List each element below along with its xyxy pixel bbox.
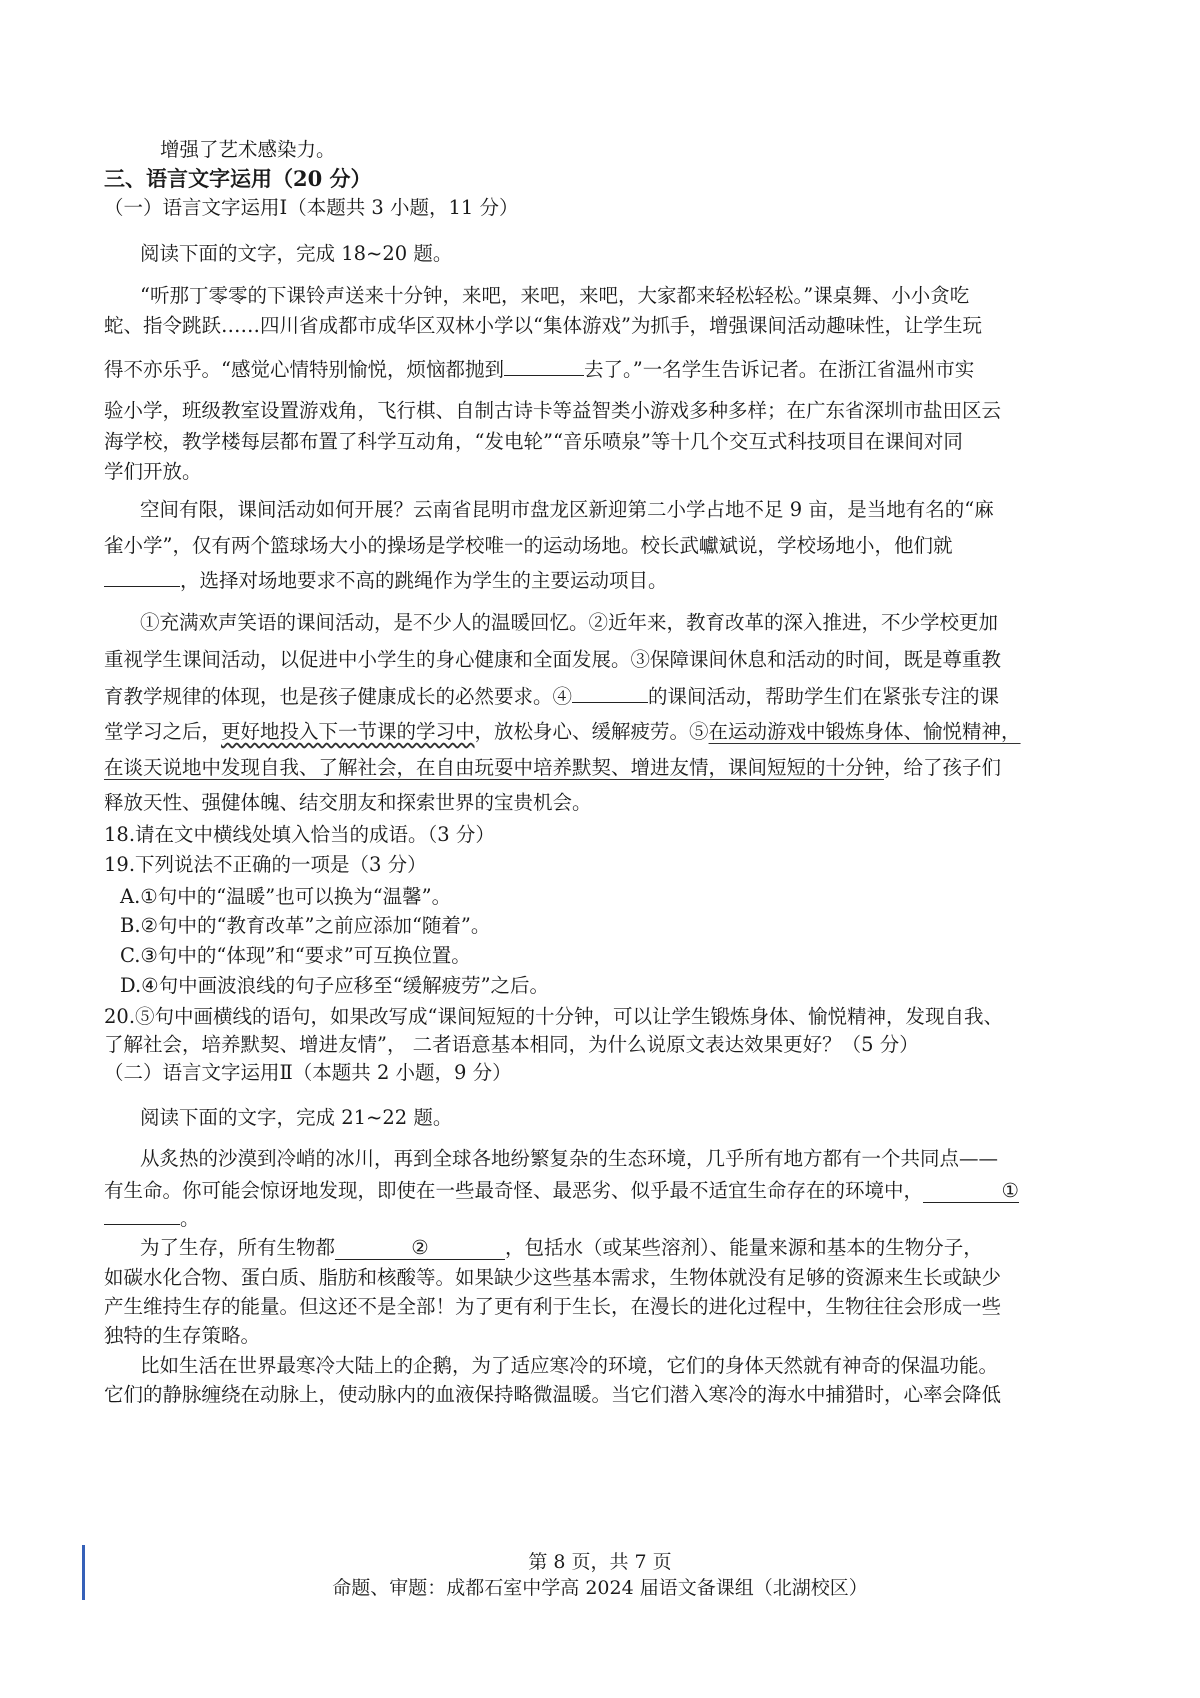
- p2-line: 雀小学”，仅有两个篮球场大小的操场是学校唯一的运动场地。校长武巘斌说，学校场地小，他们就: [104, 534, 953, 557]
- p4-line: [104, 1206, 200, 1232]
- page-number: 第 8 页，共 7 页: [528, 1551, 672, 1573]
- p3-line: [104, 684, 999, 710]
- wavy-underlined-text: 更好地投入下一节课的学习中: [221, 720, 475, 743]
- p5-line: 产生维持生存的能量。但这还不是全部！为了更有利于生长，在漫长的进化过程中，生物往往会形成一些: [104, 1295, 1002, 1318]
- p2-line: 空间有限，课间活动如何开展？云南省昆明市盘龙区新迎第二小学占地不足 9 亩，是当地有名的“麻: [140, 498, 994, 521]
- underlined-text: 在谈天说地中发现自我、了解社会，在自由玩耍中培养默契、增进友情，课间短短的十分钟: [104, 756, 885, 779]
- p5-line: [140, 1235, 983, 1261]
- fill-blank: [572, 701, 648, 703]
- option-c: C.③句中的“体现”和“要求”可互换位置。: [120, 944, 471, 967]
- question-20-line: 20.⑤句中画横线的语句，如果改写成“课间短短的十分钟，可以让学生锻炼身体、愉悦精神，发现自我、: [104, 1005, 1003, 1028]
- p4-line: [104, 1178, 1019, 1204]
- part1-title: （一）语言文字运用Ⅰ（本题共 3 小题，11 分）: [104, 196, 519, 219]
- p3-line: 重视学生课间活动，以促进中小学生的身心健康和全面发展。③保障课间休息和活动的时间，既是尊重教: [104, 648, 1002, 671]
- option-a: A.①句中的“温暖”也可以换为“温馨”。: [120, 885, 452, 908]
- p5-line: 独特的生存策略。: [104, 1324, 261, 1347]
- p3-line: [104, 755, 1001, 781]
- p6-line: 比如生活在世界最寒冷大陆上的企鹅，为了适应寒冷的环境，它们的身体天然就有神奇的保温功能。: [140, 1354, 999, 1377]
- p1-line: 蛇、指令跳跃……四川省成都市成华区双林小学以“集体游戏”为抓手，增强课间活动趣味性，让学生玩: [104, 314, 982, 337]
- p1-line: 学们开放。: [104, 460, 202, 483]
- underlined-text: 在运动游戏中锻炼身体、愉悦精神，: [708, 720, 1021, 743]
- p3-line: ①充满欢声笑语的课间活动，是不少人的温暖回忆。②近年来，教育改革的深入推进，不少学校更加: [140, 611, 999, 634]
- question-20-line: 了解社会，培养默契、增进友情”， 二者语意基本相同，为什么说原文表达效果更好？（5 分）: [104, 1033, 919, 1056]
- intro-line: 增强了艺术感染力。: [160, 138, 336, 161]
- blank-marker-1: ①: [1001, 1179, 1020, 1202]
- text-segment: 有生命。你可能会惊讶地发现，即使在一些最奇怪、最恶劣、似乎最不适宜生命存在的环境中，: [104, 1179, 924, 1202]
- text-segment: ，包括水（或某些溶剂）、能量来源和基本的生物分子，: [505, 1236, 983, 1259]
- text-segment: 的课间活动，帮助学生们在紧张专注的课: [648, 685, 1000, 708]
- fill-blank-2: [335, 1237, 505, 1260]
- p1-line: 验小学，班级教室设置游戏角，飞行棋、自制古诗卡等益智类小游戏多种多样；在广东省深圳市盐田区云: [104, 399, 1002, 422]
- question-18: 18.请在文中横线处填入恰当的成语。（3 分）: [104, 823, 495, 846]
- p3-line: 释放天性、强健体魄、结交朋友和探索世界的宝贵机会。: [104, 791, 592, 814]
- option-b: B.②句中的“教育改革”之前应添加“随着”。: [120, 914, 491, 937]
- text-segment: 去了。”一名学生告诉记者。在浙江省温州市实: [583, 358, 975, 381]
- p3-line: [104, 719, 1021, 745]
- text-segment: 堂学习之后，: [104, 720, 222, 743]
- footer-credit: 命题、审题：成都石室中学高 2024 届语文备课组（北湖校区）: [332, 1577, 868, 1599]
- fill-blank: [104, 585, 180, 587]
- fill-blank-1: [923, 1180, 1019, 1203]
- option-d: D.④句中画波浪线的句子应移至“缓解疲劳”之后。: [120, 974, 550, 997]
- text-segment: 为了生存，所有生物都: [140, 1236, 336, 1259]
- text-segment: ，给了孩子们: [884, 756, 1002, 779]
- blank-marker-2: ②: [411, 1236, 429, 1259]
- part1-instruction: 阅读下面的文字，完成 18~20 题。: [140, 242, 453, 265]
- p2-line: [104, 568, 668, 594]
- p5-line: 如碳水化合物、蛋白质、脂肪和核酸等。如果缺少这些基本需求，生物体就没有足够的资源来生长或缺少: [104, 1266, 1002, 1289]
- p6-line: 它们的静脉缠绕在动脉上，使动脉内的血液保持略微温暖。当它们潜入寒冷的海水中捕猎时，心率会降低: [104, 1383, 1002, 1406]
- p1-line: [104, 357, 974, 383]
- section-title: 三、语言文字运用（20 分）: [104, 166, 372, 191]
- text-segment: 得不亦乐乎。“感觉心情特别愉悦，烦恼都抛到: [104, 358, 504, 381]
- text-segment: ，选择对场地要求不高的跳绳作为学生的主要运动项目。: [180, 569, 668, 592]
- part2-title: （二）语言文字运用Ⅱ（本题共 2 小题，9 分）: [104, 1061, 512, 1084]
- part2-instruction: 阅读下面的文字，完成 21~22 题。: [140, 1106, 453, 1129]
- fill-blank-1-continued: [104, 1223, 180, 1225]
- p4-line: 从炙热的沙漠到冷峭的冰川，再到全球各地纷繁复杂的生态环境，几乎所有地方都有一个共同点——: [140, 1147, 999, 1170]
- text-segment: 。: [180, 1207, 200, 1230]
- text-segment: 育教学规律的体现，也是孩子健康成长的必然要求。④: [104, 685, 573, 708]
- p1-line: “听那丁零零的下课铃声送来十分钟，来吧，来吧，来吧，大家都来轻松轻松。”课桌舞、小小贪吃: [140, 284, 970, 307]
- text-segment: ，放松身心、缓解疲劳。⑤: [474, 720, 709, 743]
- fill-blank: [504, 374, 584, 376]
- question-19-stem: 19.下列说法不正确的一项是（3 分）: [104, 853, 427, 876]
- p1-line: 海学校，教学楼每层都布置了科学互动角，“发电轮”“音乐喷泉”等十几个交互式科技项目在课间对同: [104, 430, 963, 453]
